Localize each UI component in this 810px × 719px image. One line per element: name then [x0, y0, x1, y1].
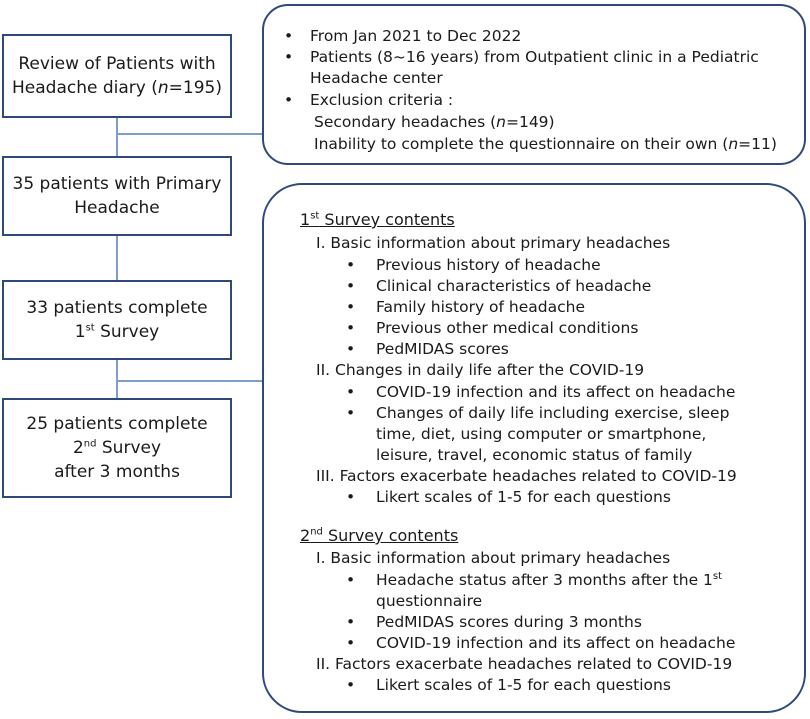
exclusion-inability-text: Inability to complete the questionnaire on their own (: [314, 135, 729, 153]
s1-b3: •: [346, 298, 356, 316]
connector-to-contents: [116, 380, 264, 382]
criteria-item-2-cont: Headache center: [310, 69, 443, 87]
first-survey-box: [2, 280, 232, 360]
criteria-bullet-1: •: [284, 27, 294, 45]
survey1-label: Survey: [94, 322, 160, 342]
s1-item-likert: Likert scales of 1-5 for each questions: [376, 488, 671, 506]
survey1-title-sup: st: [310, 210, 320, 222]
s2-item-status-text: Headache status after 3 months after the 1: [376, 571, 713, 589]
s1-item-covid-infection: COVID-19 infection and its affect on headache: [376, 383, 736, 401]
s1-b4: •: [346, 319, 356, 337]
s1-item-medical: Previous other medical conditions: [376, 319, 639, 337]
survey2-label: Survey: [96, 438, 162, 458]
criteria-box: [262, 4, 806, 165]
s1-section-daily-life: II. Changes in daily life after the COVID-19: [316, 361, 645, 379]
s1-b5: •: [346, 340, 356, 358]
s1-b6: •: [346, 383, 356, 401]
s1-b8: •: [346, 488, 356, 506]
survey1-line1: 33 patients complete: [26, 298, 208, 318]
second-survey-box: [2, 398, 232, 498]
s1-b1: •: [346, 256, 356, 274]
connector-to-criteria: [116, 133, 264, 135]
s2-b2: •: [346, 613, 356, 631]
review-line2-post: =195): [168, 78, 222, 98]
s2-section-factors: II. Factors exacerbate headaches related to COVID-19: [316, 655, 733, 673]
s2-b3: •: [346, 634, 356, 652]
s1-item-history: Previous history of headache: [376, 256, 601, 274]
primary-headache-box: [2, 156, 232, 236]
criteria-item-2: Patients (8~16 years) from Outpatient clinic in a Pediatric: [310, 48, 759, 66]
survey1-line2: [75, 320, 160, 344]
survey2-num: 2: [72, 438, 84, 458]
review-line2: [12, 76, 222, 100]
criteria-item-3: Exclusion criteria :: [310, 91, 454, 109]
s1-section-basic: I. Basic information about primary headaches: [316, 234, 671, 252]
survey2-title-text: Survey contents: [322, 526, 459, 545]
s2-item-likert: Likert scales of 1-5 for each questions: [376, 676, 671, 694]
primary-line1: 35 patients with Primary: [12, 174, 222, 194]
exclusion-secondary-text: Secondary headaches (: [314, 113, 497, 131]
primary-line2: Headache: [74, 198, 160, 218]
exclusion-inability: [314, 134, 777, 155]
s2-item-status-sup: st: [712, 570, 723, 582]
survey2-line3: after 3 months: [54, 462, 180, 482]
s2-item-status: [376, 570, 722, 591]
s1-item-daily-changes-1: Changes of daily life including exercise, sleep: [376, 404, 730, 422]
exclusion-secondary-n: n: [496, 113, 506, 131]
s2-item-covid-infection: COVID-19 infection and its affect on headache: [376, 634, 736, 652]
survey1-sup: st: [85, 322, 95, 334]
review-line1: Review of Patients with: [18, 54, 216, 74]
criteria-bullet-3: •: [284, 91, 294, 109]
s2-item-status-cont: questionnaire: [376, 592, 483, 610]
criteria-item-1: From Jan 2021 to Dec 2022: [310, 27, 522, 45]
s1-item-daily-changes-3: leisure, travel, economic status of family: [376, 446, 693, 464]
s2-section-basic: I. Basic information about primary headaches: [316, 549, 671, 567]
survey2-sup: nd: [83, 438, 97, 450]
review-n-label: n: [157, 78, 169, 98]
s1-item-clinical: Clinical characteristics of headache: [376, 277, 652, 295]
survey-contents-box: [262, 183, 806, 713]
review-patients-box: [2, 34, 232, 118]
survey1-num: 1: [74, 322, 86, 342]
survey1-title-num: 1: [300, 210, 311, 229]
criteria-bullet-2: •: [284, 48, 294, 66]
exclusion-inability-n: n: [728, 135, 739, 153]
exclusion-secondary: [314, 112, 555, 133]
s1-section-factors: III. Factors exacerbate headaches related to COVID-19: [316, 467, 737, 485]
survey2-line2: [73, 436, 161, 460]
s1-item-daily-changes-2: time, diet, using computer or smartphone,: [376, 425, 707, 443]
s2-b1: •: [346, 571, 356, 589]
s1-item-family: Family history of headache: [376, 298, 585, 316]
survey2-line1: 25 patients complete: [26, 414, 208, 434]
s1-b7: •: [346, 404, 356, 422]
survey2-title-num: 2: [300, 526, 311, 545]
survey1-title-text: Survey contents: [319, 210, 455, 229]
review-line2-pre: Headache diary (: [12, 78, 158, 98]
survey1-contents-title: [300, 209, 455, 231]
s2-item-pedmidas: PedMIDAS scores during 3 months: [376, 613, 642, 631]
s1-b2: •: [346, 277, 356, 295]
survey2-contents-title: [300, 525, 458, 547]
exclusion-inability-count: =11): [738, 135, 777, 153]
s1-item-pedmidas: PedMIDAS scores: [376, 340, 509, 358]
exclusion-secondary-count: =149): [505, 113, 555, 131]
survey2-title-sup: nd: [310, 526, 323, 538]
s2-b4: •: [346, 676, 356, 694]
